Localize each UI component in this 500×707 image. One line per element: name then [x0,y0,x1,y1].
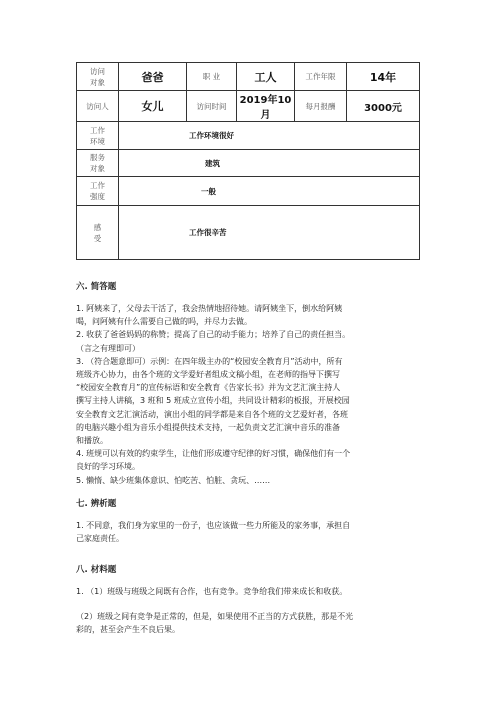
value-feelings: 工作很辛苦 [119,206,420,260]
answer-line: 1. （1）班级与班级之间既有合作，也有竞争。竞争给我们带来成长和收获。 [76,587,348,596]
answer-line: 安全教育文艺汇演活动，演出小组的同学都是来自各个班的文艺爱好者，各班 [76,409,348,419]
table-row [77,206,420,260]
answer-line: （2）班级之间有竞争是正常的，但是，如果使用不正当的方式获胜，那是不光 [76,612,354,621]
answer-line: 和播放。 [76,436,108,446]
label-years: 工作年限 [295,63,347,91]
value-interviewee: 爸爸 [119,63,187,91]
section-7-answers [76,519,428,545]
value-interviewer: 女儿 [119,91,187,122]
label-interviewer: 访问人 [77,91,119,122]
answer-line: 4. 班规可以有效的约束学生，让他们形成遵守纪律的好习惯，确保他们有一个 [76,449,351,459]
answer-line: （言之有理即可） [76,343,140,353]
answer-line: 良好的学习环境。 [76,462,140,472]
answer-line: 己家庭责任。 [76,534,124,544]
label-work-environment: 工作 环境 [77,122,119,150]
section-8-title: 八. 材料题 [76,565,117,575]
interview-table [76,62,420,260]
answer-line: 1. 阿姨来了，父母去干活了，我会热情地招待她。请阿姨坐下，倒水给阿姨 [76,304,343,313]
label-feelings: 感 受 [77,206,119,260]
label-service-target: 服务 对象 [77,150,119,177]
section-7-title: 七. 辨析题 [76,499,117,509]
answer-line: 彩的，甚至会产生不良后果。 [76,625,180,635]
value-work-intensity: 一般 [119,177,420,206]
answer-line: 5. 懒惰、缺少班集体意识、怕吃苦、怕脏、贪玩、…… [76,475,271,485]
label-occupation: 职 业 [187,63,237,91]
answer-line: “校园安全教育月”的宣传标语和安全教育《告家长书》并为文艺汇演主持人 [76,383,341,393]
answer-line: 撰写主持人讲稿，3 班和 5 班成立宣传小组，共同设计精彩的板报，开展校园 [76,396,350,406]
value-years: 14年 [347,63,420,91]
value-interview-time: 2019年10月 [237,91,295,122]
section-6-title: 六. 简答题 [76,282,117,292]
answer-line: 的电脑兴趣小组为音乐小组提供技术支持，一起负责文艺汇演中音乐的准备 [76,422,340,432]
answer-line: 3. （符合题意即可）示例：在四年级主办的“校园安全教育月”活动中，所有 [76,356,343,366]
label-work-intensity: 工作 强度 [77,177,119,206]
value-occupation: 工人 [237,63,295,91]
section-8-answer-2 [76,610,428,636]
table-row [77,91,420,122]
section-6-answers [76,302,428,487]
label-interviewee: 访问 对象 [77,63,119,91]
label-salary: 每月报酬 [295,91,347,122]
label-interview-time: 访问时间 [187,91,237,122]
table-row [77,150,420,177]
answer-line: 2. 收获了爸爸妈妈的称赞；提高了自己的动手能力；培养了自己的责任担当。 [76,330,351,340]
section-8-answer-1 [76,585,428,598]
value-work-environment: 工作环境很好 [119,122,420,150]
table-row [77,63,420,91]
answer-line: 1. 不同意，我们身为家里的一份子，也应该做一些力所能及的家务事，承担自 [76,521,351,530]
table-row [77,177,420,206]
value-salary: 3000元 [347,91,420,122]
answer-line: 喝，问阿姨有什么需要自己做的吗，并尽力去做。 [76,317,252,327]
table-row [77,122,420,150]
answer-line: 班级齐心协力，由各个班的文学爱好者组成文稿小组，在老师的指导下撰写 [76,370,340,380]
value-service-target: 建筑 [119,150,420,177]
